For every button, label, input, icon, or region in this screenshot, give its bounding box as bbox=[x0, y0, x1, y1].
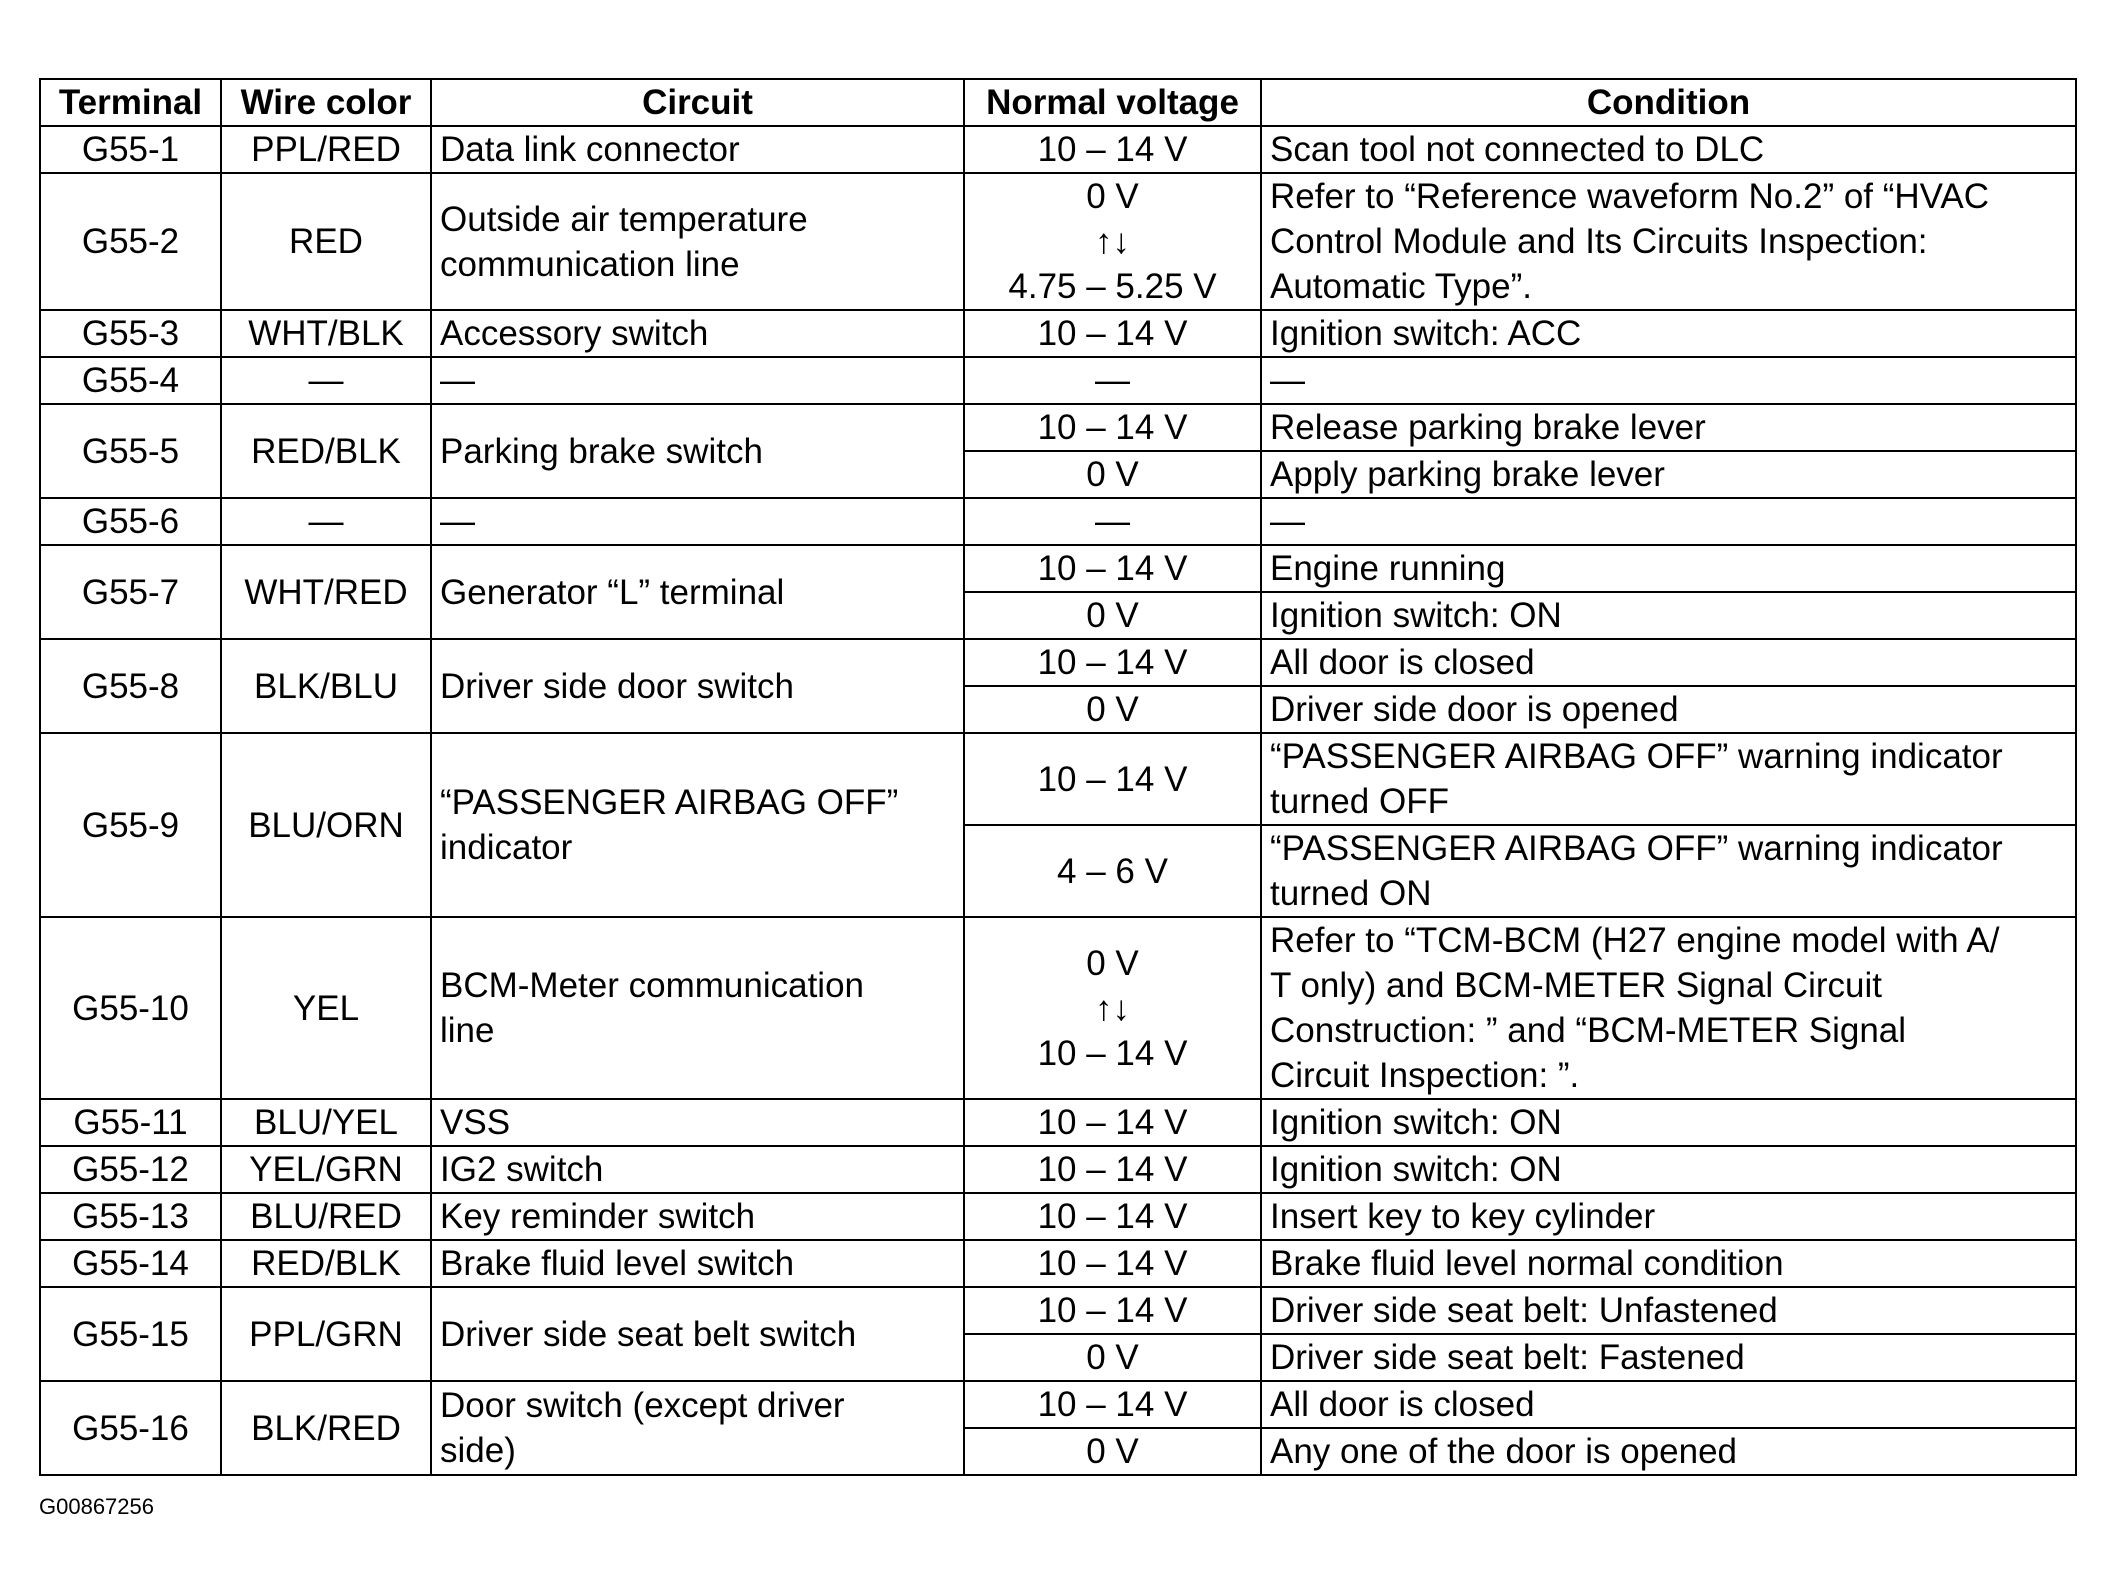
terminal-cell: G55-5 bbox=[40, 404, 221, 498]
wire-color-cell: — bbox=[221, 357, 431, 404]
condition-cell: Release parking brake lever bbox=[1261, 404, 2076, 451]
condition-cell: Any one of the door is opened bbox=[1261, 1428, 2076, 1475]
condition-cell: Driver side door is opened bbox=[1261, 686, 2076, 733]
circuit-cell: Data link connector bbox=[431, 126, 964, 173]
wire-color-cell: BLU/RED bbox=[221, 1193, 431, 1240]
condition-cell: Driver side seat belt: Fastened bbox=[1261, 1334, 2076, 1381]
table-row bbox=[40, 639, 2076, 686]
table-row bbox=[40, 1146, 2076, 1193]
table-row bbox=[40, 357, 2076, 404]
wire-color-cell: PPL/RED bbox=[221, 126, 431, 173]
header-wire-color: Wire color bbox=[221, 79, 431, 126]
voltage-cell: 0 V ↑↓ 10 – 14 V bbox=[964, 917, 1261, 1099]
wire-color-cell: BLK/RED bbox=[221, 1381, 431, 1475]
voltage-cell: 10 – 14 V bbox=[964, 1381, 1261, 1428]
voltage-cell: 0 V bbox=[964, 451, 1261, 498]
terminal-cell: G55-15 bbox=[40, 1287, 221, 1381]
voltage-cell: 0 V bbox=[964, 1428, 1261, 1475]
table-body bbox=[40, 126, 2076, 1475]
voltage-cell: 10 – 14 V bbox=[964, 1240, 1261, 1287]
voltage-cell: 10 – 14 V bbox=[964, 1287, 1261, 1334]
circuit-cell: BCM-Meter communication line bbox=[431, 917, 964, 1099]
voltage-cell: 10 – 14 V bbox=[964, 310, 1261, 357]
terminal-table bbox=[39, 78, 2077, 1476]
table-row bbox=[40, 733, 2076, 825]
circuit-cell: — bbox=[431, 357, 964, 404]
voltage-cell: 10 – 14 V bbox=[964, 1099, 1261, 1146]
wire-color-cell: WHT/RED bbox=[221, 545, 431, 639]
table-row bbox=[40, 173, 2076, 310]
condition-cell: Refer to “Reference waveform No.2” of “HVAC Control Module and Its Circuits Inspection: Automatic Type”. bbox=[1261, 173, 2076, 310]
table-row bbox=[40, 1381, 2076, 1428]
circuit-cell: Driver side door switch bbox=[431, 639, 964, 733]
terminal-cell: G55-4 bbox=[40, 357, 221, 404]
header-normal-voltage: Normal voltage bbox=[964, 79, 1261, 126]
circuit-cell: Parking brake switch bbox=[431, 404, 964, 498]
table-row bbox=[40, 545, 2076, 592]
condition-cell: Apply parking brake lever bbox=[1261, 451, 2076, 498]
condition-cell: — bbox=[1261, 498, 2076, 545]
condition-cell: Engine running bbox=[1261, 545, 2076, 592]
circuit-cell: Accessory switch bbox=[431, 310, 964, 357]
table-row bbox=[40, 404, 2076, 451]
terminal-cell: G55-7 bbox=[40, 545, 221, 639]
voltage-cell: 10 – 14 V bbox=[964, 1193, 1261, 1240]
table-row bbox=[40, 1193, 2076, 1240]
terminal-cell: G55-3 bbox=[40, 310, 221, 357]
wire-color-cell: BLK/BLU bbox=[221, 639, 431, 733]
condition-cell: Ignition switch: ON bbox=[1261, 1146, 2076, 1193]
condition-cell: Driver side seat belt: Unfastened bbox=[1261, 1287, 2076, 1334]
circuit-cell: IG2 switch bbox=[431, 1146, 964, 1193]
wire-color-cell: — bbox=[221, 498, 431, 545]
voltage-cell: — bbox=[964, 498, 1261, 545]
terminal-cell: G55-2 bbox=[40, 173, 221, 310]
voltage-cell: 0 V ↑↓ 4.75 – 5.25 V bbox=[964, 173, 1261, 310]
circuit-cell: Outside air temperature communication line bbox=[431, 173, 964, 310]
voltage-cell: — bbox=[964, 357, 1261, 404]
terminal-cell: G55-6 bbox=[40, 498, 221, 545]
header-terminal: Terminal bbox=[40, 79, 221, 126]
terminal-cell: G55-1 bbox=[40, 126, 221, 173]
wire-color-cell: RED/BLK bbox=[221, 1240, 431, 1287]
voltage-cell: 10 – 14 V bbox=[964, 1146, 1261, 1193]
condition-cell: Ignition switch: ACC bbox=[1261, 310, 2076, 357]
voltage-cell: 4 – 6 V bbox=[964, 825, 1261, 917]
header-condition: Condition bbox=[1261, 79, 2076, 126]
terminal-cell: G55-8 bbox=[40, 639, 221, 733]
voltage-cell: 0 V bbox=[964, 592, 1261, 639]
voltage-cell: 10 – 14 V bbox=[964, 404, 1261, 451]
circuit-cell: Key reminder switch bbox=[431, 1193, 964, 1240]
terminal-cell: G55-14 bbox=[40, 1240, 221, 1287]
voltage-cell: 10 – 14 V bbox=[964, 545, 1261, 592]
condition-cell: Scan tool not connected to DLC bbox=[1261, 126, 2076, 173]
circuit-cell: Generator “L” terminal bbox=[431, 545, 964, 639]
wire-color-cell: YEL/GRN bbox=[221, 1146, 431, 1193]
terminal-cell: G55-10 bbox=[40, 917, 221, 1099]
wire-color-cell: BLU/ORN bbox=[221, 733, 431, 917]
terminal-cell: G55-16 bbox=[40, 1381, 221, 1475]
voltage-cell: 10 – 14 V bbox=[964, 639, 1261, 686]
voltage-cell: 0 V bbox=[964, 1334, 1261, 1381]
wire-color-cell: PPL/GRN bbox=[221, 1287, 431, 1381]
terminal-cell: G55-12 bbox=[40, 1146, 221, 1193]
wire-color-cell: RED/BLK bbox=[221, 404, 431, 498]
figure-id: G00867256 bbox=[39, 1494, 154, 1519]
table-row bbox=[40, 126, 2076, 173]
condition-cell: “PASSENGER AIRBAG OFF” warning indicator turned OFF bbox=[1261, 733, 2076, 825]
table-row bbox=[40, 1099, 2076, 1146]
terminal-cell: G55-11 bbox=[40, 1099, 221, 1146]
condition-cell: Ignition switch: ON bbox=[1261, 592, 2076, 639]
terminal-cell: G55-13 bbox=[40, 1193, 221, 1240]
wire-color-cell: YEL bbox=[221, 917, 431, 1099]
circuit-cell: “PASSENGER AIRBAG OFF” indicator bbox=[431, 733, 964, 917]
circuit-cell: VSS bbox=[431, 1099, 964, 1146]
wire-color-cell: WHT/BLK bbox=[221, 310, 431, 357]
header-row bbox=[40, 79, 2076, 126]
voltage-cell: 0 V bbox=[964, 686, 1261, 733]
header-circuit: Circuit bbox=[431, 79, 964, 126]
table-row bbox=[40, 1240, 2076, 1287]
condition-cell: Refer to “TCM-BCM (H27 engine model with A/ T only) and BCM-METER Signal Circuit Construction: ” and “BCM-METER Signal Circuit Inspection: ”. bbox=[1261, 917, 2076, 1099]
wire-color-cell: RED bbox=[221, 173, 431, 310]
table-row bbox=[40, 310, 2076, 357]
condition-cell: Brake fluid level normal condition bbox=[1261, 1240, 2076, 1287]
table-row bbox=[40, 498, 2076, 545]
table-row bbox=[40, 1287, 2076, 1334]
condition-cell: Insert key to key cylinder bbox=[1261, 1193, 2076, 1240]
condition-cell: — bbox=[1261, 357, 2076, 404]
condition-cell: All door is closed bbox=[1261, 1381, 2076, 1428]
circuit-cell: Door switch (except driver side) bbox=[431, 1381, 964, 1475]
voltage-cell: 10 – 14 V bbox=[964, 733, 1261, 825]
condition-cell: Ignition switch: ON bbox=[1261, 1099, 2076, 1146]
condition-cell: “PASSENGER AIRBAG OFF” warning indicator turned ON bbox=[1261, 825, 2076, 917]
condition-cell: All door is closed bbox=[1261, 639, 2076, 686]
circuit-cell: — bbox=[431, 498, 964, 545]
terminal-cell: G55-9 bbox=[40, 733, 221, 917]
circuit-cell: Driver side seat belt switch bbox=[431, 1287, 964, 1381]
voltage-cell: 10 – 14 V bbox=[964, 126, 1261, 173]
wire-color-cell: BLU/YEL bbox=[221, 1099, 431, 1146]
table-row bbox=[40, 917, 2076, 1099]
circuit-cell: Brake fluid level switch bbox=[431, 1240, 964, 1287]
